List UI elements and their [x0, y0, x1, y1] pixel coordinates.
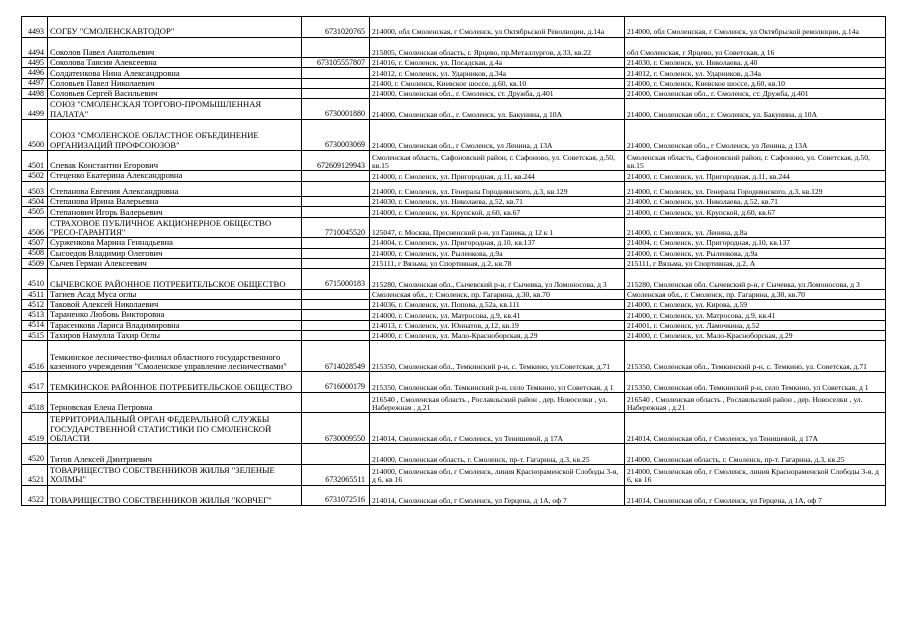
row-number-cell: 4513: [22, 310, 48, 320]
actual-address-cell: 214000, обл Смоленская, г Смоленск, ул Октябрьской революции, д.14а: [625, 17, 886, 38]
row-number-cell: 4496: [22, 68, 48, 78]
actual-address-cell: 214000, г. Смоленск, ул. Мало-Красноборская, д.29: [625, 331, 886, 341]
legal-address-cell: Смоленская обл., г. Смоленск, пр. Гагарина, д.30, кв.70: [370, 289, 625, 299]
row-number-cell: 4514: [22, 320, 48, 330]
organization-name-cell: ТЕМКИНСКОЕ РАЙОННОЕ ПОТРЕБИТЕЛЬСКОЕ ОБЩЕСТВО: [48, 372, 302, 393]
row-number-cell: 4499: [22, 99, 48, 120]
actual-address-cell: 214000, г. Смоленск, ул. Кирова, д.59: [625, 300, 886, 310]
row-number-cell: 4501: [22, 150, 48, 171]
inn-cell: [302, 197, 370, 207]
row-number-cell: 4495: [22, 58, 48, 68]
legal-address-cell: 215350, Смоленская обл. Темкинский р-н, село Темкино, ул Советская, д 1: [370, 372, 625, 393]
row-number-cell: 4520: [22, 444, 48, 465]
organization-name-cell: Степанова Ирина Валерьевна: [48, 197, 302, 207]
table-row: [22, 269, 886, 290]
actual-address-cell: 215350, Смоленская обл., Темкинский р-н, с. Темкино, ул. Советская, д.71: [625, 341, 886, 372]
table-row: [22, 78, 886, 88]
actual-address-cell: 214004, г. Смоленск, ул. Пригородная, д.10, кв.137: [625, 238, 886, 248]
actual-address-cell: 214001, г. Смоленск, ул. Ламочкина, д.52: [625, 320, 886, 330]
inn-cell: 6730003069: [302, 119, 370, 150]
organization-name-cell: Степанова Евгения Александровна: [48, 181, 302, 196]
legal-address-cell: 214000, г. Смоленск, ул. Генерала Городнянского, д.3, кв.129: [370, 181, 625, 196]
actual-address-cell: Смоленская область, Сафоновский район, г. Сафоново, ул. Советская, д.50, кв.15: [625, 150, 886, 171]
legal-address-cell: 214014, Смоленская обл, г Смоленск, ул Тенишевой, д 17А: [370, 413, 625, 444]
inn-cell: [302, 78, 370, 88]
actual-address-cell: 214000, Смоленская обл., г. Смоленск, ул. Бакунина, д 10А: [625, 99, 886, 120]
table-row: [22, 207, 886, 217]
table-row: [22, 464, 886, 485]
inn-cell: [302, 171, 370, 181]
legal-address-cell: 214000, Смоленская обл, г Смоленск, линия Краснораменской Слободы 3-я, д 6, кв 16: [370, 464, 625, 485]
row-number-cell: 4506: [22, 217, 48, 238]
registry-table-body: [22, 17, 886, 506]
row-number-cell: 4518: [22, 392, 48, 413]
actual-address-cell: 215350, Смоленская обл. Темкинский р-н, село Темкино, ул Советская, д 1: [625, 372, 886, 393]
table-row: [22, 99, 886, 120]
inn-cell: [302, 181, 370, 196]
legal-address-cell: 214000, обл Смоленская, г Смоленск, ул Октябрьской Революции, д.14а: [370, 17, 625, 38]
inn-cell: [302, 289, 370, 299]
legal-address-cell: 214013, г. Смоленск, ул. Юннатов, д.12, кв.19: [370, 320, 625, 330]
inn-cell: 6731020765: [302, 17, 370, 38]
organization-name-cell: Тараненко Любовь Викторовна: [48, 310, 302, 320]
table-row: [22, 413, 886, 444]
organization-name-cell: Степанович Игорь Валерьевич: [48, 207, 302, 217]
table-row: [22, 68, 886, 78]
organization-name-cell: Тагиев Асад Муса оглы: [48, 289, 302, 299]
inn-cell: [302, 444, 370, 465]
row-number-cell: 4521: [22, 464, 48, 485]
inn-cell: [302, 89, 370, 99]
organization-name-cell: Соловьев Сергей Васильевич: [48, 89, 302, 99]
organization-name-cell: Темкинское лесничество-филиал областного государственного казенного учреждения "Смоленское управление лесничествами": [48, 341, 302, 372]
table-row: [22, 37, 886, 58]
inn-cell: [302, 392, 370, 413]
row-number-cell: 4519: [22, 413, 48, 444]
organization-name-cell: Солдатенкова Нина Александровна: [48, 68, 302, 78]
row-number-cell: 4498: [22, 89, 48, 99]
row-number-cell: 4507: [22, 238, 48, 248]
legal-address-cell: 214000, г. Смоленск, ул. Матросова, д.9, кв.41: [370, 310, 625, 320]
inn-cell: [302, 238, 370, 248]
inn-cell: [302, 331, 370, 341]
row-number-cell: 4493: [22, 17, 48, 38]
row-number-cell: 4505: [22, 207, 48, 217]
inn-cell: [302, 300, 370, 310]
organization-name-cell: СТРАХОВОЕ ПУБЛИЧНОЕ АКЦИОНЕРНОЕ ОБЩЕСТВО "РЕСО-ГАРАНТИЯ": [48, 217, 302, 238]
actual-address-cell: 216540 , Смоленская область , Рославльский район , дер. Новоселки , ул. Набережная , д.21: [625, 392, 886, 413]
actual-address-cell: 214000, Смоленская обл., г Смоленск, ул Ленина, д 13А: [625, 119, 886, 150]
inn-cell: [302, 207, 370, 217]
organization-name-cell: Сычев Герман Алексеевич: [48, 258, 302, 268]
organization-name-cell: Тахиров Намулла Тахир Оглы: [48, 331, 302, 341]
legal-address-cell: 214016, г. Смоленск, ул. Посадская, д.4а: [370, 58, 625, 68]
actual-address-cell: 215280, Смоленская обл. Сычевский р-н, г Сычевка, ул Ломоносова, д 3: [625, 269, 886, 290]
actual-address-cell: Смоленская обл., г. Смоленск, пр. Гагарина, д.30, кв.70: [625, 289, 886, 299]
organization-name-cell: Таковой Алексей Николаевич: [48, 300, 302, 310]
organization-name-cell: Сысоедов Владимир Олегович: [48, 248, 302, 258]
organization-name-cell: ТЕРРИТОРИАЛЬНЫЙ ОРГАН ФЕДЕРАЛЬНОЙ СЛУЖБЫ ГОСУДАРСТВЕННОЙ СТАТИСТИКИ ПО СМОЛЕНСКОЙ ОБЛАСТИ: [48, 413, 302, 444]
row-number-cell: 4503: [22, 181, 48, 196]
actual-address-cell: 214000, г. Смоленск, ул. Николаева, д.52, кв.71: [625, 197, 886, 207]
actual-address-cell: 214000, г. Смоленск, ул. Крупской, д.60, кв.67: [625, 207, 886, 217]
legal-address-cell: 215280, Смоленская обл., Сычевский р-н, г Сычевка, ул Ломоносова, д 3: [370, 269, 625, 290]
legal-address-cell: 214000, Смоленская обл., г. Смоленск, ул. Бакунина, д 10А: [370, 99, 625, 120]
table-row: [22, 248, 886, 258]
legal-address-cell: Смоленская область, Сафоновский район, г. Сафоново, ул. Советская, д.50, кв.15: [370, 150, 625, 171]
table-row: [22, 392, 886, 413]
table-row: [22, 197, 886, 207]
actual-address-cell: 214014, Смоленская обл, г Смоленск, ул Тенишевой, д 17А: [625, 413, 886, 444]
actual-address-cell: 215111, г Вязьма, ул Спортивная, д.2, А: [625, 258, 886, 268]
organization-name-cell: СОЮЗ "СМОЛЕНСКАЯ ТОРГОВО-ПРОМЫШЛЕННАЯ ПАЛАТА": [48, 99, 302, 120]
organization-name-cell: СЫЧЕВСКОЕ РАЙОННОЕ ПОТРЕБИТЕЛЬСКОЕ ОБЩЕСТВО: [48, 269, 302, 290]
table-row: [22, 150, 886, 171]
inn-cell: 6715000183: [302, 269, 370, 290]
actual-address-cell: 214000, г. Смоленск, ул. Ленина, д.8а: [625, 217, 886, 238]
organization-name-cell: Стеценко Екатерина Александровна: [48, 171, 302, 181]
row-number-cell: 4517: [22, 372, 48, 393]
organization-name-cell: СОГБУ "СМОЛЕНСКАВТОДОР": [48, 17, 302, 38]
legal-address-cell: 215350, Смоленская обл., Темкинский р-н, с. Темкино, ул.Советская, д.71: [370, 341, 625, 372]
row-number-cell: 4510: [22, 269, 48, 290]
inn-cell: 672609129943: [302, 150, 370, 171]
actual-address-cell: 214000, г. Смоленск, ул. Генерала Городнянского, д.3, кв.129: [625, 181, 886, 196]
organization-name-cell: Терновская Елена Петровна: [48, 392, 302, 413]
row-number-cell: 4494: [22, 37, 48, 58]
table-row: [22, 119, 886, 150]
actual-address-cell: 214000, г. Смоленск, Киевское шоссе, д.60, кв.10: [625, 78, 886, 88]
table-row: [22, 485, 886, 506]
row-number-cell: 4511: [22, 289, 48, 299]
organization-name-cell: ТОВАРИЩЕСТВО СОБСТВЕННИКОВ ЖИЛЬЯ "ЗЕЛЕНЫЕ ХОЛМЫ": [48, 464, 302, 485]
actual-address-cell: 214000, Смоленская область, г. Смоленск, пр-т. Гагарина, д.3, кв.25: [625, 444, 886, 465]
inn-cell: 6730009550: [302, 413, 370, 444]
legal-address-cell: 214012, г. Смоленск, ул. Ударников, д.34а: [370, 68, 625, 78]
legal-address-cell: 21400, г. Смоленск, Киевское шоссе, д.60, кв.10: [370, 78, 625, 88]
organization-name-cell: СОЮЗ "СМОЛЕНСКОЕ ОБЛАСТНОЕ ОБЪЕДИНЕНИЕ ОРГАНИЗАЦИЙ ПРОФСОЮЗОВ": [48, 119, 302, 150]
inn-cell: 7710045520: [302, 217, 370, 238]
row-number-cell: 4516: [22, 341, 48, 372]
table-row: [22, 89, 886, 99]
table-row: [22, 320, 886, 330]
organization-name-cell: Титов Алексей Дмитриевич: [48, 444, 302, 465]
row-number-cell: 4508: [22, 248, 48, 258]
organization-name-cell: Соколова Таисия Алексеевна: [48, 58, 302, 68]
table-row: [22, 341, 886, 372]
legal-address-cell: 214000, г. Смоленск, ул. Мало-Красноборская, д.29: [370, 331, 625, 341]
registry-table: [21, 16, 886, 506]
table-row: [22, 300, 886, 310]
table-row: [22, 181, 886, 196]
table-row: [22, 238, 886, 248]
table-row: [22, 331, 886, 341]
organization-name-cell: ТОВАРИЩЕСТВО СОБСТВЕННИКОВ ЖИЛЬЯ "КОВЧЕГ": [48, 485, 302, 506]
table-row: [22, 310, 886, 320]
legal-address-cell: 214000, Смоленская обл., г. Смоленск, ст. Дружба, д.401: [370, 89, 625, 99]
actual-address-cell: 214014, Смоленская обл, г Смоленск, ул Герцена, д 1А, оф 7: [625, 485, 886, 506]
actual-address-cell: 214000, г. Смоленск, ул. Пригородная, д.11, кв.244: [625, 171, 886, 181]
inn-cell: [302, 258, 370, 268]
table-row: [22, 171, 886, 181]
row-number-cell: 4497: [22, 78, 48, 88]
table-row: [22, 444, 886, 465]
legal-address-cell: 215805, Смоленская область, г. Ярцево, пр.Металлургов, д.33, кв.22: [370, 37, 625, 58]
inn-cell: 6730001880: [302, 99, 370, 120]
inn-cell: 6731072516: [302, 485, 370, 506]
legal-address-cell: 214000, Смоленская обл., г Смоленск, ул Ленина, д 13А: [370, 119, 625, 150]
table-row: [22, 258, 886, 268]
actual-address-cell: 214000, Смоленская обл, г Смоленск, линия Краснораменской Слободы 3-я, д 6, кв 16: [625, 464, 886, 485]
table-row: [22, 289, 886, 299]
legal-address-cell: 214030, г. Смоленск, ул. Николаева, д.52, кв.71: [370, 197, 625, 207]
inn-cell: [302, 248, 370, 258]
legal-address-cell: 214000, г. Смоленск, ул. Крупской, д.60, кв.67: [370, 207, 625, 217]
row-number-cell: 4502: [22, 171, 48, 181]
inn-cell: [302, 310, 370, 320]
inn-cell: [302, 320, 370, 330]
organization-name-cell: Тарасенкова Лариса Владимировна: [48, 320, 302, 330]
organization-name-cell: Соловьев Павел Николаевич: [48, 78, 302, 88]
table-row: [22, 372, 886, 393]
inn-cell: 673105557807: [302, 58, 370, 68]
inn-cell: 6714028549: [302, 341, 370, 372]
row-number-cell: 4504: [22, 197, 48, 207]
legal-address-cell: 215111, г Вязьма, ул Спортивная, д.2, кв.78: [370, 258, 625, 268]
inn-cell: [302, 37, 370, 58]
legal-address-cell: 214036, г. Смоленск, ул. Попова, д.52а, кв.111: [370, 300, 625, 310]
legal-address-cell: 214000, г. Смоленск, ул. Рыленкова, д.9а: [370, 248, 625, 258]
legal-address-cell: 214014, Смоленская обл, г Смоленск, ул Герцена, д 1А, оф 7: [370, 485, 625, 506]
organization-name-cell: Спевак Константин Егорович: [48, 150, 302, 171]
row-number-cell: 4512: [22, 300, 48, 310]
actual-address-cell: обл Смоленская, г Ярцево, ул Советская, д 16: [625, 37, 886, 58]
actual-address-cell: 214030, г. Смоленск, ул. Николаева, д.40: [625, 58, 886, 68]
organization-name-cell: Сурженкова Марина Геннадьевна: [48, 238, 302, 248]
row-number-cell: 4515: [22, 331, 48, 341]
legal-address-cell: 216540 , Смоленская область , Рославльский район , дер. Новоселки , ул. Набережная , д.21: [370, 392, 625, 413]
table-row: [22, 217, 886, 238]
table-row: [22, 17, 886, 38]
row-number-cell: 4509: [22, 258, 48, 268]
row-number-cell: 4522: [22, 485, 48, 506]
inn-cell: 6732065511: [302, 464, 370, 485]
organization-name-cell: Соколов Павел Анатольевич: [48, 37, 302, 58]
legal-address-cell: 214000, г. Смоленск, ул. Пригородная, д.11, кв.244: [370, 171, 625, 181]
inn-cell: [302, 68, 370, 78]
legal-address-cell: 214004, г. Смоленск, ул. Пригородная, д.10, кв.137: [370, 238, 625, 248]
actual-address-cell: 214000, г. Смоленск, ул. Рыленкова, д.9а: [625, 248, 886, 258]
legal-address-cell: 214000, Смоленская область, г. Смоленск, пр-т. Гагарина, д.3, кв.25: [370, 444, 625, 465]
actual-address-cell: 214000, г. Смоленск, ул. Матросова, д.9, кв.41: [625, 310, 886, 320]
actual-address-cell: 214012, г. Смоленск, ул. Ударников, д.34а: [625, 68, 886, 78]
inn-cell: 6716000179: [302, 372, 370, 393]
table-row: [22, 58, 886, 68]
row-number-cell: 4500: [22, 119, 48, 150]
legal-address-cell: 125047, г. Москва, Пресненский р-н, ул Гашека, д 12 к 1: [370, 217, 625, 238]
actual-address-cell: 214000, Смоленская обл., г. Смоленск, ст. Дружба, д.401: [625, 89, 886, 99]
